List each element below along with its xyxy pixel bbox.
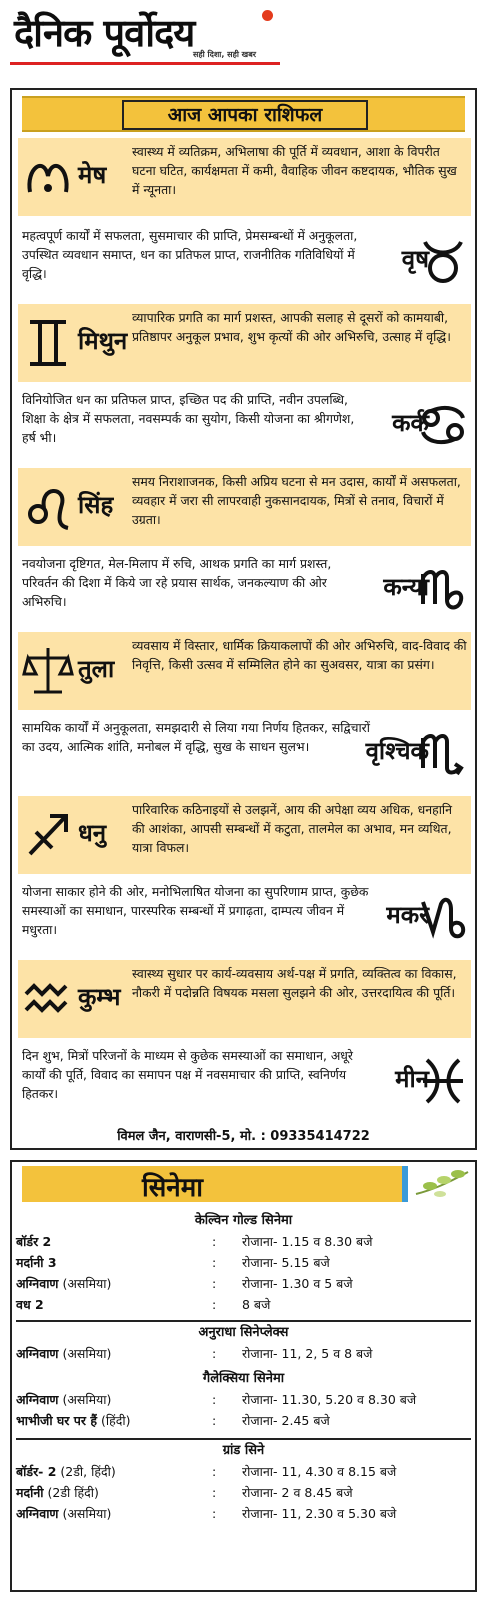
film-colon: : <box>212 1346 217 1361</box>
sign-text: समय निराशाजनक, किसी अप्रिय घटना से मन उदास, कार्यों में असफलता, व्यवहार में जरा सी लापरवाही नुकसानदायक, मित्रों से तनाव, विचारों में उग्रता। <box>132 474 461 527</box>
sign-name: मीन <box>395 1064 429 1093</box>
cinema-hall <box>16 1210 471 1315</box>
cinema-title: सिनेमा <box>142 1173 204 1203</box>
sign-sagittarius <box>18 796 471 874</box>
libra-icon <box>22 642 74 700</box>
sign-name: धनु <box>78 818 107 847</box>
hall-name: केल्विन गोल्ड सिनेमा <box>194 1213 293 1228</box>
sign-text: सामयिक कार्यों में अनुकूलता, समझदारी से लिया गया निर्णय हितकर, सद्विचारों का उदय, आत्मिक शांति, मनोबल में वृद्धि, सुख के साधन सुलभ। <box>22 720 370 754</box>
sagittarius-icon <box>22 806 74 864</box>
film-row <box>16 1503 471 1524</box>
masthead-rule <box>10 62 280 65</box>
film-title: वध 2 <box>16 1297 44 1312</box>
sign-aquarius <box>18 960 471 1038</box>
film-colon: : <box>212 1506 217 1521</box>
aquarius-icon <box>22 970 74 1028</box>
sign-scorpio <box>18 714 471 792</box>
sign-text: महत्वपूर्ण कार्यों में सफलता, सुसमाचार की प्राप्ति, प्रेमसम्बन्धों में अनुकूलता, उपस्थित व्यवधान समाप्त, धन का प्रतिफल प्राप्त, राजनीतिक गतिविधियों में वृद्धि। <box>22 228 358 281</box>
hall-name: गैलेक्सिया सिनेमा <box>202 1371 285 1386</box>
film-showtime: रोजाना- 1.30 व 5 बजे <box>242 1276 353 1291</box>
film-title: अग्निवाण (असमिया) <box>16 1392 112 1407</box>
film-colon: : <box>212 1276 217 1291</box>
sign-leo <box>18 468 471 546</box>
rashifal-title: आज आपका राशिफल <box>122 100 368 130</box>
leo-icon <box>22 478 74 536</box>
pisces-icon <box>417 1052 469 1110</box>
film-showtime: रोजाना- 5.15 बजे <box>242 1255 330 1270</box>
sign-virgo <box>18 550 471 628</box>
hall-name: अनुराधा सिनेप्लेक्स <box>198 1325 289 1340</box>
sign-libra <box>18 632 471 710</box>
film-row <box>16 1273 471 1294</box>
film-showtime: रोजाना- 11, 2.30 व 5.30 बजे <box>242 1506 397 1521</box>
film-title: अग्निवाण (असमिया) <box>16 1346 112 1361</box>
film-colon: : <box>212 1485 217 1500</box>
virgo-icon <box>417 560 469 618</box>
film-row <box>16 1252 471 1273</box>
film-colon: : <box>212 1255 217 1270</box>
sign-name: वृष <box>401 244 429 273</box>
film-title: मर्दानी 3 <box>16 1255 57 1270</box>
film-colon: : <box>212 1413 217 1428</box>
film-row <box>16 1410 471 1431</box>
sign-name: मिथुन <box>78 326 128 355</box>
cinema-panel <box>10 1160 477 1592</box>
sign-name: तुला <box>78 654 115 683</box>
sign-taurus <box>18 222 471 300</box>
film-showtime: रोजाना- 11.30, 5.20 व 8.30 बजे <box>242 1392 417 1407</box>
gemini-icon <box>22 314 74 372</box>
masthead <box>0 0 485 78</box>
rashifal-header-band <box>22 96 465 132</box>
sign-aries <box>18 138 471 216</box>
sign-cancer <box>18 386 471 464</box>
film-title: भाभीजी घर पर हैं (हिंदी) <box>16 1413 131 1428</box>
sign-name: मेष <box>78 160 107 189</box>
leaves-icon <box>412 1164 472 1204</box>
hall-name: ग्रांड सिने <box>222 1443 265 1458</box>
cinema-hall <box>16 1320 471 1364</box>
film-showtime: रोजाना- 2.45 बजे <box>242 1413 330 1428</box>
sign-name: मकर <box>386 900 429 929</box>
cinema-header-band <box>22 1166 402 1202</box>
rashifal-panel <box>10 88 477 1150</box>
taurus-icon <box>417 232 469 290</box>
film-colon: : <box>212 1464 217 1479</box>
cinema-hall <box>16 1438 471 1524</box>
film-title: मर्दानी (2डी हिंदी) <box>16 1485 99 1500</box>
film-row <box>16 1231 471 1252</box>
sign-text: दिन शुभ, मित्रों परिजनों के माध्यम से कुछेक समस्याओं का समाधान, अधूरे कार्यों की पूर्ति, विवाद का समापन पक्ष में नवसमाचार की प्राप्ति, स्वनिर्णय हितकर। <box>22 1048 353 1101</box>
sign-name: कुम्भ <box>78 982 121 1011</box>
sign-text: व्यापारिक प्रगति का मार्ग प्रशस्त, आपकी सलाह से दूसरों को कामयाबी, प्रतिष्ठापर अनुकूल प्रभाव, शुभ कृत्यों की ओर अभिरुचि, उत्साह में वृद्धि। <box>132 310 451 344</box>
sign-text: स्वास्थ्य सुधार पर कार्य-व्यवसाय अर्थ-पक्ष में प्रगति, व्यक्तित्व का विकास, नौकरी में पदोन्नति विषयक मसला सुलझने की ओर, उत्तरदायित्व की पूर्ति। <box>132 966 457 1000</box>
sign-text: विनियोजित धन का प्रतिफल प्राप्त, इच्छित पद की प्राप्ति, नवीन उपलब्धि, शिक्षा के क्षेत्र में सफलता, नवसम्पर्क का सुयोग, किसी योजना का श्रीगणेश, हर्ष भी। <box>22 392 355 445</box>
capricorn-icon <box>417 888 469 946</box>
sign-name: कन्या <box>383 572 429 601</box>
sign-text: योजना साकार होने की ओर, मनोभिलाषित योजना का सुपरिणाम प्राप्त, कुछेक समस्याओं का समाधान, पारस्परिक सम्बन्धों में प्रगाढ़ता, दाम्पत्य जीवन में मधुरता। <box>22 884 369 937</box>
newspaper-title: दैनिक पूर्वोदय <box>14 10 195 55</box>
film-title: अग्निवाण (असमिया) <box>16 1276 112 1291</box>
aries-icon <box>22 148 74 206</box>
film-row <box>16 1389 471 1410</box>
sign-name: वृश्चिक <box>365 736 429 765</box>
sign-text: पारिवारिक कठिनाइयों से उलझनें, आय की अपेक्षा व्यय अधिक, धनहानि की आशंका, आपसी सम्बन्धों में कटुता, तालमेल का अभाव, मन व्यथित, यात्रा विफल। <box>132 802 453 855</box>
film-title: बॉर्डर- 2 (2डी, हिंदी) <box>16 1464 116 1479</box>
film-colon: : <box>212 1297 217 1312</box>
sign-name: कर्क <box>392 408 429 437</box>
film-showtime: रोजाना- 11, 4.30 व 8.15 बजे <box>242 1464 397 1479</box>
film-row <box>16 1482 471 1503</box>
film-row <box>16 1461 471 1482</box>
sign-gemini <box>18 304 471 382</box>
film-row <box>16 1294 471 1315</box>
film-row <box>16 1343 471 1364</box>
film-showtime: रोजाना- 2 व 8.45 बजे <box>242 1485 353 1500</box>
film-colon: : <box>212 1234 217 1249</box>
scorpio-icon <box>417 724 469 782</box>
film-showtime: 8 बजे <box>242 1297 271 1312</box>
cancer-icon <box>417 396 469 454</box>
film-title: बॉर्डर 2 <box>16 1234 52 1249</box>
sign-name: सिंह <box>78 490 114 519</box>
sign-pisces <box>18 1042 471 1120</box>
film-title: अग्निवाण (असमिया) <box>16 1506 112 1521</box>
masthead-dot-icon <box>262 10 273 21</box>
newspaper-tagline: सही दिशा, सही खबर <box>193 50 257 59</box>
film-colon: : <box>212 1392 217 1407</box>
sign-capricorn <box>18 878 471 956</box>
film-showtime: रोजाना- 11, 2, 5 व 8 बजे <box>242 1346 373 1361</box>
cinema-hall <box>16 1368 471 1431</box>
astrologer-credit: विमल जैन, वाराणसी-5, मो. : 09335414722 <box>117 1129 370 1144</box>
film-showtime: रोजाना- 1.15 व 8.30 बजे <box>242 1234 373 1249</box>
sign-text: नवयोजना दृष्टिगत, मेल-मिलाप में रुचि, आथक प्रगति का मार्ग प्रशस्त, परिवर्तन की दिशा में किये जा रहे प्रयास सार्थक, जनकल्याण की ओर अभिरुचि। <box>22 556 332 609</box>
sign-text: व्यवसाय में विस्तार, धार्मिक क्रियाकलापों की ओर अभिरुचि, वाद-विवाद की निवृत्ति, किसी उत्सव में सम्मिलित होने का सुअवसर, यात्रा का प्रसंग। <box>132 638 467 672</box>
cinema-header-accent <box>402 1166 408 1202</box>
sign-text: स्वास्थ्य में व्यतिक्रम, अभिलाषा की पूर्ति में व्यवधान, आशा के विपरीत घटना घटित, कार्यक्षमता में कमी, वैवाहिक जीवन कष्टदायक, भौतिक सुख में न्यूनता। <box>132 144 457 197</box>
